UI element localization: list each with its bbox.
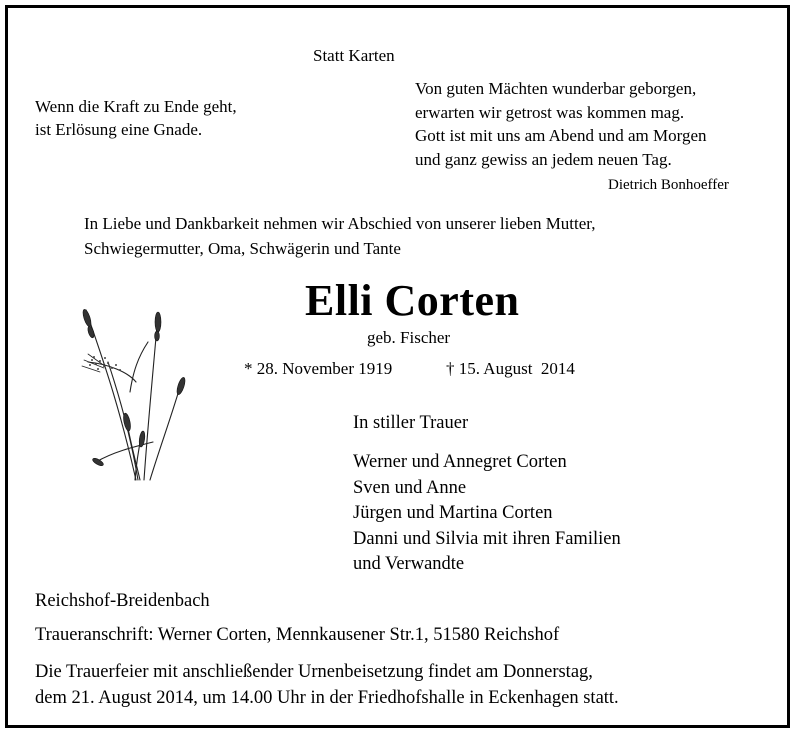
- place: Reichshof-Breidenbach: [35, 591, 210, 611]
- mourner-item: und Verwandte: [353, 554, 465, 574]
- quote-author: Dietrich Bonhoeffer: [608, 177, 729, 193]
- right-quote-line: Gott ist mit uns am Abend und am Morgen: [415, 126, 707, 145]
- left-quote-line: Wenn die Kraft zu Ende geht,: [35, 97, 237, 116]
- mourner-item: Jürgen und Martina Corten: [353, 503, 553, 523]
- mourner-item: Sven und Anne: [353, 477, 467, 498]
- intro-line: Schwiegermutter, Oma, Schwägerin und Tante: [84, 238, 401, 258]
- intro-line: In Liebe und Dankbarkeit nehmen wir Abschied von unserer lieben Mutter,: [84, 214, 596, 233]
- ceremony-line: dem 21. August 2014, um 14.00 Uhr in der Friedhofshalle in Eckenhagen statt.: [35, 688, 619, 708]
- left-quote: [35, 95, 237, 141]
- ceremony-line: Die Trauerfeier mit anschließender Urnenbeisetzung findet am Donnerstag,: [35, 662, 593, 682]
- death-date: † 15. August 2014: [446, 359, 575, 378]
- ceremony-text: [35, 659, 619, 711]
- left-quote-line: ist Erlösung eine Gnade.: [35, 120, 203, 139]
- address: Traueranschrift: Werner Corten, Mennkausener Str.1, 51580 Reichshof: [35, 625, 560, 645]
- intro-text: [84, 212, 596, 261]
- right-quote: [415, 77, 707, 171]
- right-quote-line: Von guten Mächten wunderbar geborgen,: [415, 79, 697, 98]
- mourner-item: Werner und Annegret Corten: [353, 452, 567, 472]
- birth-name: geb. Fischer: [367, 328, 451, 347]
- birth-date: * 28. November 1919: [244, 359, 393, 378]
- right-quote-line: erwarten wir getrost was kommen mag.: [415, 102, 685, 122]
- header-text: Statt Karten: [313, 46, 395, 65]
- deceased-name: Elli Corten: [305, 276, 520, 325]
- mourner-item: Danni und Silvia mit ihren Familien: [353, 528, 621, 549]
- mourning-label: In stiller Trauer: [353, 413, 469, 433]
- wheat-ears-icon: [78, 302, 198, 482]
- right-quote-line: und ganz gewiss an jedem neuen Tag.: [415, 149, 672, 169]
- mourners-list: [353, 450, 621, 578]
